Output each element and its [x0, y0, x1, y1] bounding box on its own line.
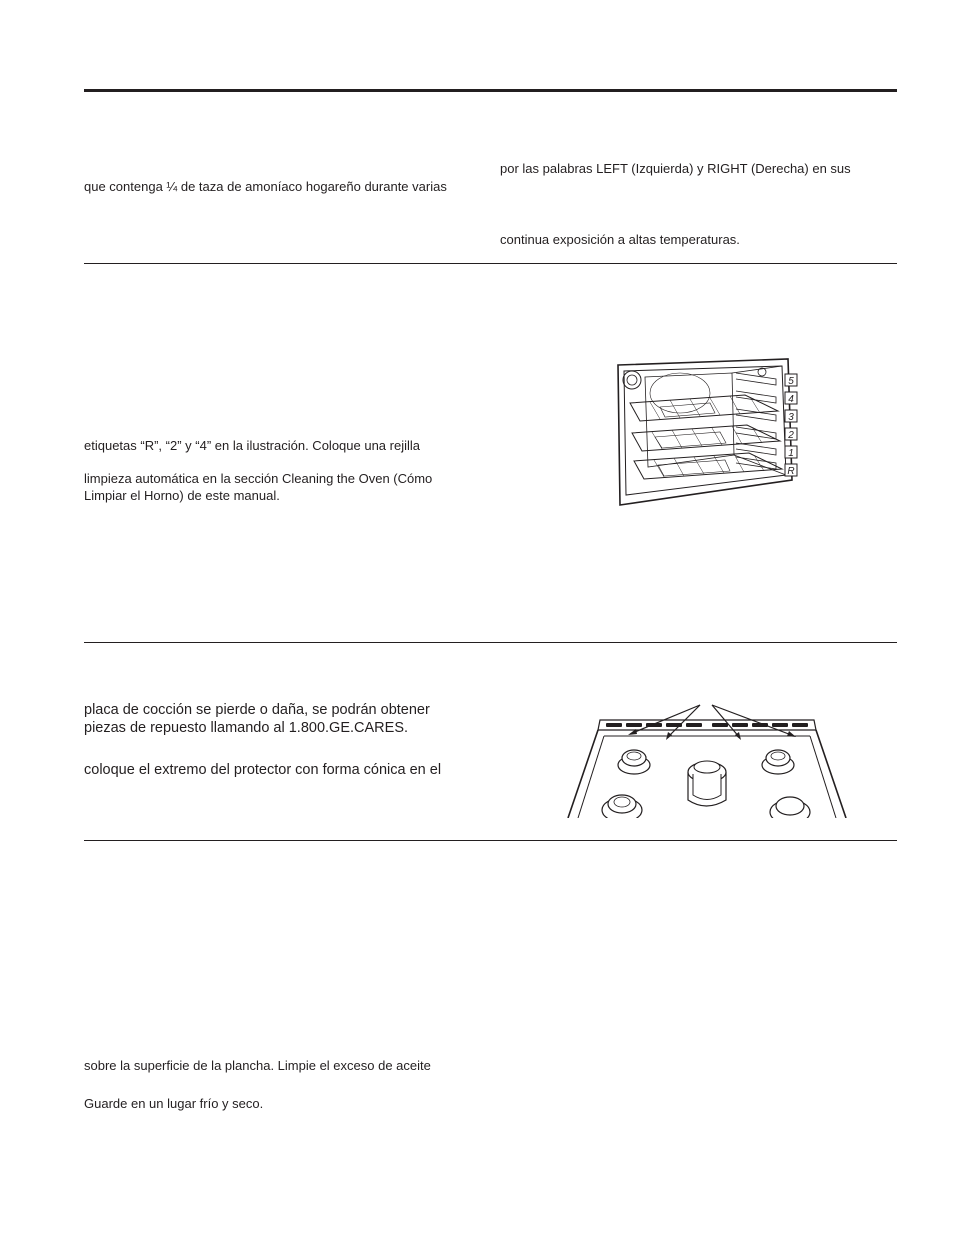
rack-label-1: 1: [788, 448, 794, 459]
section3-line-3: coloque el extremo del protector con forma cónica en el: [84, 762, 442, 778]
oven-rack-illustration: [610, 355, 805, 510]
rack-label-3: 3: [788, 412, 794, 423]
cooktop-illustration: [562, 700, 852, 818]
section1-right-line-2: continua exposición a altas temperaturas.: [500, 232, 740, 247]
rack-label-4: 4: [788, 394, 794, 405]
section3-line-2: piezas de repuesto llamando al 1.800.GE.CARES.: [84, 720, 409, 736]
section-divider-3: [84, 840, 897, 841]
section4-line-1: sobre la superficie de la plancha. Limpie el exceso de aceite: [84, 1058, 431, 1073]
section4-line-2: Guarde en un lugar frío y seco.: [84, 1096, 264, 1111]
section2-line-3: Limpiar el Horno) de este manual.: [84, 488, 280, 503]
section2-line-1: etiquetas “R”, “2” y “4” en la ilustración. Coloque una rejilla: [84, 438, 420, 453]
section-divider-2: [84, 642, 897, 643]
section1-right-line-1: por las palabras LEFT (Izquierda) y RIGHT (Derecha) en sus: [500, 161, 851, 176]
section-divider-1: [84, 263, 897, 264]
section2-line-2: limpieza automática en la sección Cleaning the Oven (Cómo: [84, 471, 433, 486]
top-rule: [84, 89, 897, 92]
rack-label-r: R: [787, 466, 795, 477]
rack-label-2: 2: [788, 430, 794, 441]
section3-line-1: placa de cocción se pierde o daña, se podrán obtener: [84, 702, 430, 718]
section1-left-line: que contenga ¼ de taza de amoníaco hogareño durante varias: [84, 179, 447, 194]
rack-label-5: 5: [788, 376, 794, 387]
